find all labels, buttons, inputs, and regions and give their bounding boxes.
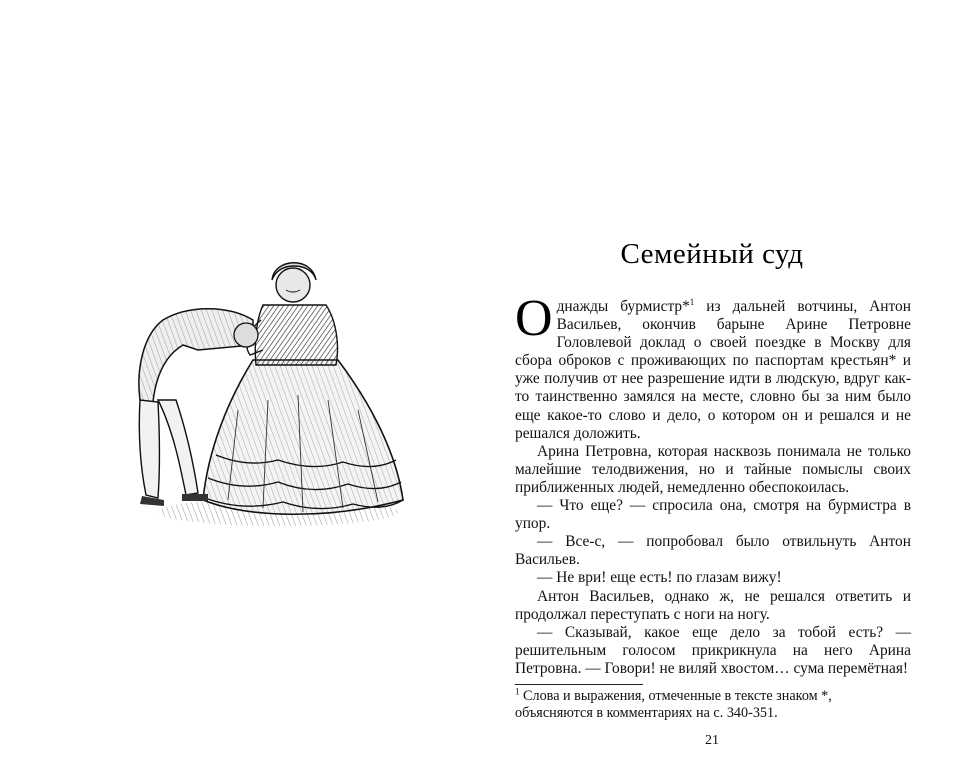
footnote-divider	[515, 684, 643, 685]
paragraph-4: — Все-с, — попробовал было отвильнуть Антон Васильев.	[515, 533, 911, 569]
paragraph-7: — Сказывай, какое еще дело за тобой есть? — решительным голосом прикрикнула на него Арина Петровна. — Говори! не виляй хвостом… сума перемётная!	[515, 623, 911, 677]
text-page	[512, 0, 912, 784]
woman-figure	[203, 263, 403, 515]
footnote-reference: 1	[689, 296, 695, 307]
chapter-title: Семейный суд	[620, 238, 804, 270]
paragraph-2: Арина Петровна, которая насквозь понимала не только малейшие телодвижения, но и тайные помыслы своих приближенных людей, немедленно обеспокоилась.	[515, 442, 911, 496]
paragraph-5: — Не ври! еще есть! по глазам вижу!	[537, 569, 782, 587]
paragraph-1-text-a: днажды бурмистр*	[556, 298, 690, 315]
paragraph-1-text-b: из дальней вотчины, Антон Васильев, окончив барыне Арине Петровне Головлевой доклад о своей поездке в Москву для сбора оброков с проживающих по паспортам крестьян* и уже получив от нее разрешение идти в людскую, вдруг как-то таинственно замялся на месте, словно бы за ним было еще какое-то слово и дело, о котором он и решался и не решался доложить.	[515, 298, 911, 442]
illustration-engraving	[78, 250, 408, 535]
page-number: 21	[705, 733, 719, 748]
paragraph-1	[515, 290, 911, 443]
paragraph-3: — Что еще? — спросила она, смотря на бурмистра в упор.	[515, 497, 911, 533]
footnote-text: Слова и выражения, отмеченные в тексте знаком *, объясняются в комментариях на с. 340-351.	[515, 688, 832, 721]
footnote-marker: 1	[515, 686, 520, 697]
body-text	[515, 290, 911, 678]
footnote	[515, 688, 911, 722]
drop-cap: О	[515, 290, 553, 347]
paragraph-6: Антон Васильев, однако ж, не решался ответить и продолжал переступать с ноги на ногу.	[515, 587, 911, 623]
